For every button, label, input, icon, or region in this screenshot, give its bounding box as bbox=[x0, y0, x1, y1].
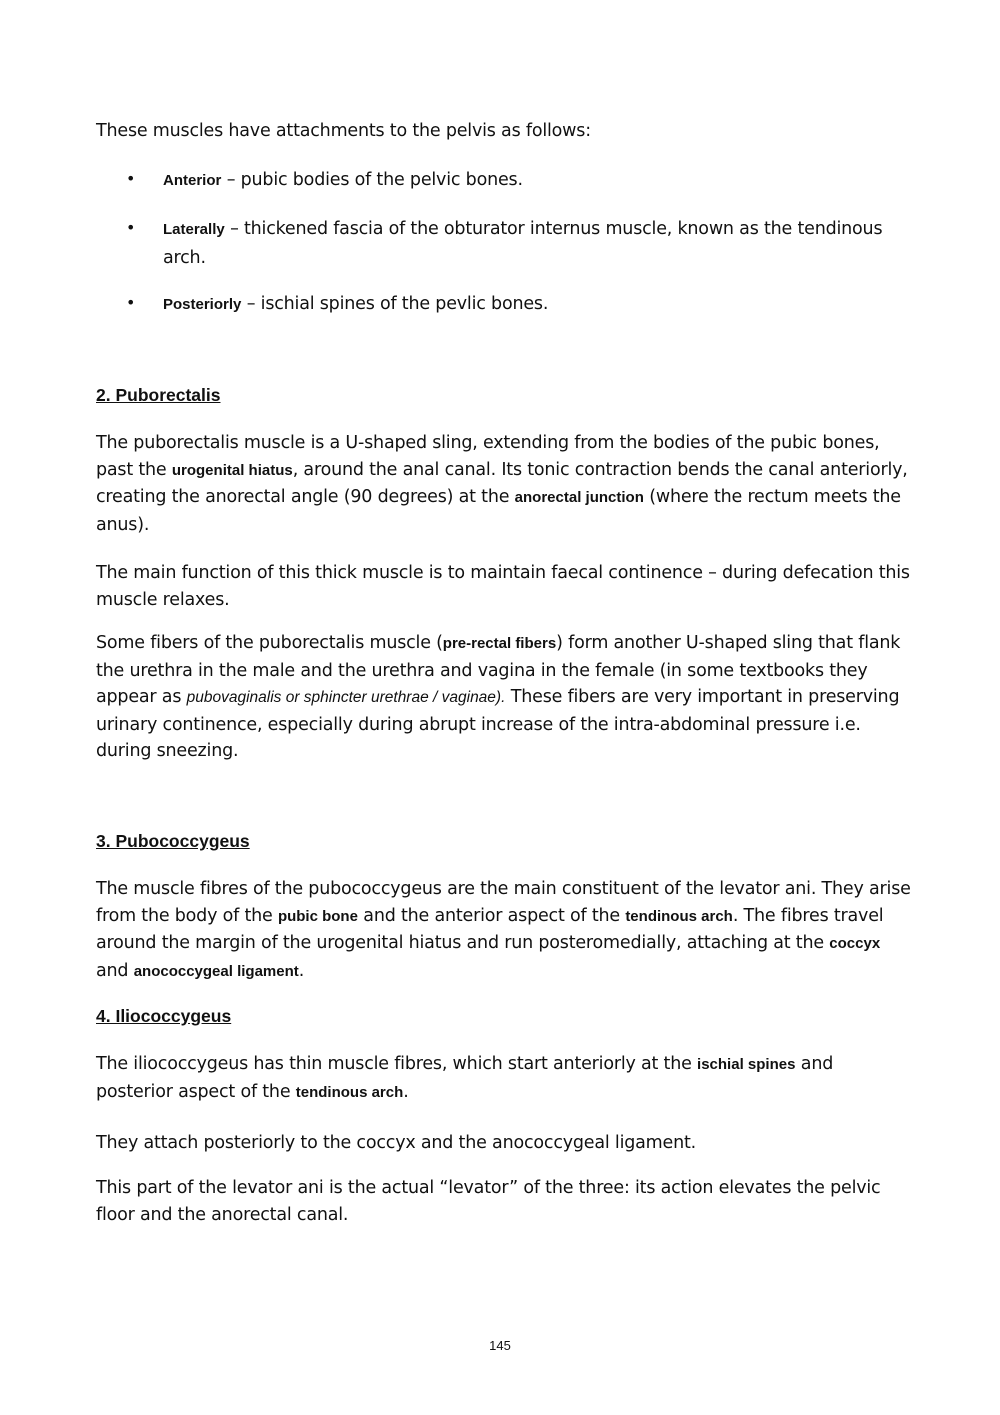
text-run: (where the rectum meets the anus). bbox=[96, 487, 901, 535]
text-run: The puborectalis muscle is a U-shaped sling, extending from the bodies of the pubic bones, past the bbox=[96, 433, 880, 480]
attachment-item-anterior bbox=[163, 166, 908, 195]
term-posteriorly: Posteriorly bbox=[163, 296, 242, 313]
text-run: . bbox=[403, 1081, 409, 1102]
pubococcygeus-paragraph-1 bbox=[96, 876, 911, 985]
term-pre-rectal-fibers: pre-rectal fibers bbox=[442, 635, 557, 652]
term-anorectal-junction: anorectal junction bbox=[514, 489, 644, 506]
bullet-marker: • bbox=[126, 169, 136, 188]
text-run: ) form another U-shaped sling that flank the urethra in the male and the urethra and vagina in the female (in some textbooks they appear as bbox=[96, 633, 901, 707]
attachment-item-laterally bbox=[163, 215, 908, 272]
text-run: . The fibres travel around the margin of the urogenital hiatus and run posteromedially, attaching at the bbox=[96, 905, 884, 953]
text-run: , around the anal canal. Its tonic contraction bends the canal anteriorly, creating the anorectal angle (90 degrees) at the bbox=[96, 459, 908, 507]
puborectalis-paragraph-2: The main function of this thick muscle is to maintain faecal continence – during defecation this muscle relaxes. bbox=[96, 563, 910, 610]
term-laterally: Laterally bbox=[163, 221, 225, 238]
section-heading-iliococcygeus: 4. Iliococcygeus bbox=[96, 1006, 232, 1026]
term-coccyx: coccyx bbox=[829, 935, 881, 952]
text-run: . bbox=[298, 960, 305, 981]
term-tendinous-arch: tendinous arch bbox=[295, 1083, 404, 1101]
term-anococcygeal-ligament: anococcygeal ligament bbox=[133, 962, 299, 980]
term-anterior: Anterior bbox=[163, 172, 222, 189]
text-run: and bbox=[96, 960, 134, 981]
section-heading-puborectalis: 2. Puborectalis bbox=[96, 385, 221, 405]
text-run: Some fibers of the puborectalis muscle ( bbox=[96, 633, 443, 653]
text-run: and posterior aspect of the bbox=[96, 1054, 834, 1102]
text-run: The muscle fibres of the pubococcygeus are the main constituent of the levator ani. They arise from the body of the bbox=[96, 879, 911, 926]
iliococcygeus-paragraph-3: This part of the levator ani is the actual “levator” of the three: its action elevates the pelvic floor and the anorectal canal. bbox=[96, 1178, 881, 1225]
iliococcygeus-paragraph-1 bbox=[96, 1051, 911, 1106]
term-ischial-spines: ischial spines bbox=[697, 1056, 796, 1073]
term-pubic-bone: pubic bone bbox=[277, 907, 358, 925]
bullet-marker: • bbox=[126, 218, 136, 237]
bullet-marker: • bbox=[126, 293, 136, 312]
section-heading-pubococcygeus: 3. Pubococcygeus bbox=[96, 831, 250, 851]
attachment-text: – pubic bodies of the pelvic bones. bbox=[221, 170, 523, 190]
attachment-text: – ischial spines of the pevlic bones. bbox=[241, 294, 549, 314]
term-pubovaginalis: pubovaginalis or sphincter urethrae / vaginae). bbox=[186, 689, 506, 706]
page-number: 145 bbox=[489, 1338, 511, 1353]
text-run: The iliococcygeus has thin muscle fibres, which start anteriorly at the bbox=[96, 1054, 698, 1074]
intro-paragraph: These muscles have attachments to the pelvis as follows: bbox=[96, 121, 591, 141]
term-tendinous-arch: tendinous arch bbox=[625, 907, 733, 925]
puborectalis-paragraph-1 bbox=[96, 430, 911, 538]
puborectalis-paragraph-3 bbox=[96, 630, 911, 765]
text-run: and the anterior aspect of the bbox=[357, 905, 626, 926]
iliococcygeus-paragraph-2: They attach posteriorly to the coccyx and the anococcygeal ligament. bbox=[96, 1133, 697, 1153]
attachment-item-posteriorly bbox=[163, 290, 908, 319]
text-run: These fibers are very important in preserving urinary continence, especially during abrupt increase of the intra-abdominal pressure i.e. during sneezing. bbox=[96, 687, 900, 761]
attachment-text: – thickened fascia of the obturator internus muscle, known as the tendinous arch. bbox=[163, 219, 883, 268]
term-urogenital-hiatus: urogenital hiatus bbox=[171, 461, 293, 479]
